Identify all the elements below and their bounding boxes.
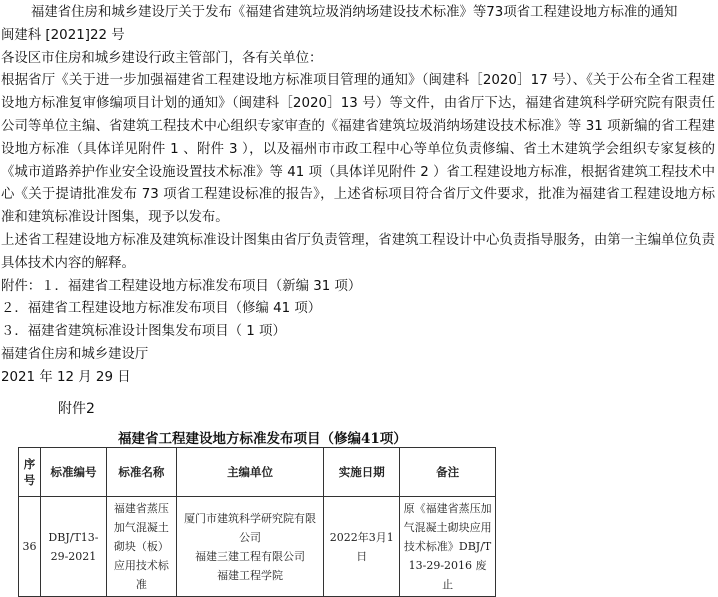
doc-number: 闽建科 [2021]22 号 <box>1 27 125 43</box>
table-caption: 福建省工程建设地方标准发布项目（修编41项） <box>118 431 407 447</box>
notice-title: 福建省住房和城乡建设厅关于发布《福建省建筑垃圾消纳场建设技术标准》等73项省工程建设地方标准的通知 <box>31 5 678 20</box>
attachment-label: 附件2 <box>58 401 95 417</box>
header-date: 实施日期 <box>324 448 400 497</box>
attachment-item-2: ２．福建省工程建设地方标准发布项目（修编 41 项） <box>1 301 322 317</box>
cell-editor: 厦门市建筑科学研究院有限公司 福建三建工程有限公司 福建工程学院 <box>176 497 324 597</box>
header-no: 序号 <box>19 448 41 497</box>
cell-code: DBJ/T13-29-2021 <box>40 497 106 597</box>
cell-note: 原《福建省蒸压加气混凝土砌块应用技术标准》DBJ/T 13-29-2016 废止 <box>400 497 496 597</box>
paragraph-management: 上述省工程建设地方标准及建筑标准设计图集由省厅负责管理，省建筑工程设计中心负责指导服务，由第一主编单位负责具体技术内容的解释。 <box>1 232 715 271</box>
header-editor: 主编单位 <box>176 448 324 497</box>
cell-date: 2022年3月1日 <box>324 497 400 597</box>
table-row <box>19 497 496 597</box>
issuer: 福建省住房和城乡建设厅 <box>1 346 149 362</box>
attachment-item-1: 附件：１．福建省工程建设地方标准发布项目（新编 31 项） <box>1 278 362 294</box>
addressee: 各设区市住房和城乡建设行政主管部门，各有关单位： <box>1 50 323 66</box>
issue-date: 2021 年 12 月 29 日 <box>1 369 131 385</box>
header-name: 标准名称 <box>106 448 176 497</box>
notice-body <box>1 2 715 390</box>
attachment-item-3: ３．福建省建筑标准设计图集发布项目（ 1 项） <box>1 324 286 340</box>
header-note: 备注 <box>400 448 496 497</box>
paragraph-basis: 根据省厅《关于进一步加强福建省工程建设地方标准项目管理的通知》（闽建科［2020］17 号）、《关于公布全省工程建设地方标准复审修编项目计划的通知》（闽建科［2020］13 号）等文件，由省厅下达，福建省建筑科学研究院有限责任公司等单位主编、省建筑工程技术中心组织专家审查的《福建省建筑垃圾消纳场建设技术标准》等 31 项新编的省工程建设地方标准（具体详见附件 1 、附件 3 ），以及福州市市政工程中心等单位负责修编、省土木建筑学会组织专家复核的《城市道路养护作业安全设施设置技术标准》等 41 项（具体详见附件 2 ）省工程建设地方标准，根据省建筑工程技术中心《关于提请批准发布 73 项省工程建设标准的报告》，上述省标项目符合省厅文件要求，批准为福建省工程建设地方标准和建筑标准设计图集，现予以发布。 <box>1 73 715 226</box>
header-code: 标准编号 <box>40 448 106 497</box>
standards-table <box>18 447 496 597</box>
cell-name: 福建省蒸压加气混凝土砌块（板）应用技术标准 <box>106 497 176 597</box>
cell-no: 36 <box>19 497 41 597</box>
table-header-row <box>19 448 496 497</box>
